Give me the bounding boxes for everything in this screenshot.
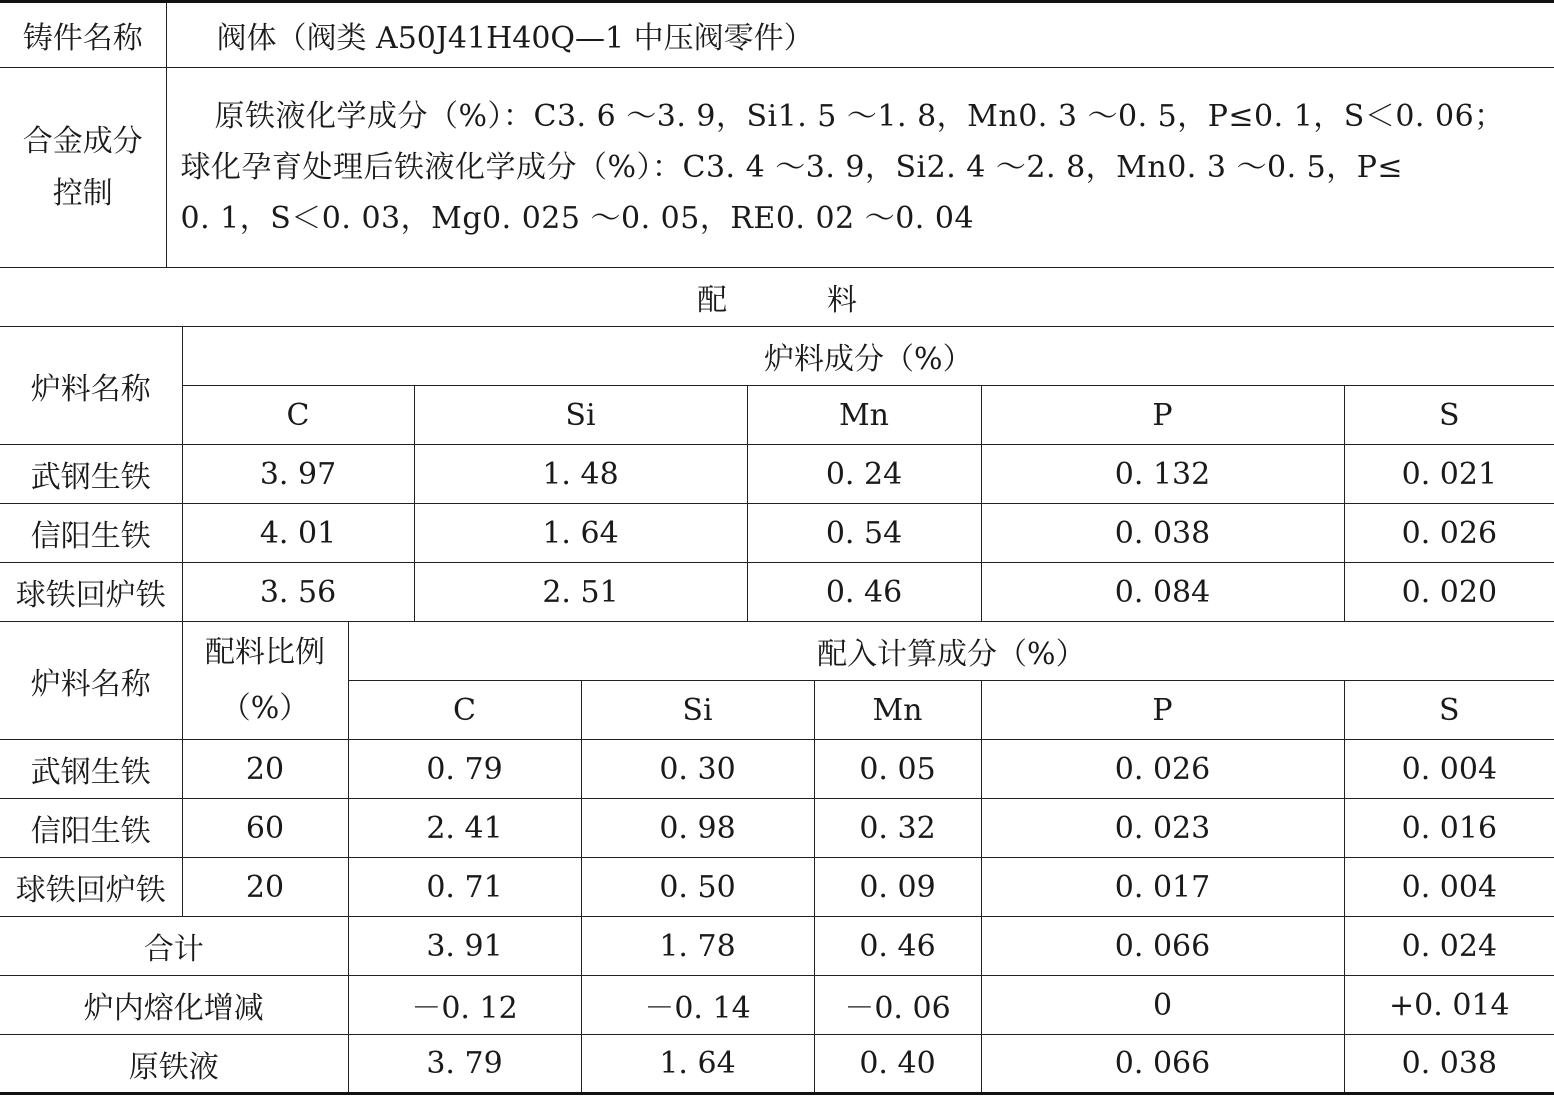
cell-c: 3. 79 (348, 1035, 581, 1094)
calc-ratio-header-line1: 配料比例 (205, 634, 325, 670)
calc-name-header: 炉料名称 (0, 622, 182, 740)
summary-row-melting-change (0, 976, 1554, 1035)
cell-si: 0. 30 (581, 740, 814, 799)
cell-p: 0. 017 (981, 858, 1344, 917)
summary-row-base-iron (0, 1035, 1554, 1094)
cell-s: 0. 004 (1344, 858, 1554, 917)
calc-col-p: P (981, 681, 1344, 740)
casting-value: 阀体（阀类 A50J41H40Q—1 中压阀零件） (166, 2, 1554, 68)
composition-group-header: 炉料成分（%） (182, 327, 1554, 386)
composition-col-mn: Mn (747, 386, 981, 445)
composition-col-p: P (981, 386, 1344, 445)
calc-group-header: 配入计算成分（%） (348, 622, 1554, 681)
alloy-text-line2: 球化孕育处理后铁液化学成分（%）：C3. 4 ～3. 9，Si2. 4 ～2. 8，Mn0. 3 ～0. 5，P≤ (180, 150, 1404, 185)
cell-mn: －0. 06 (814, 976, 981, 1035)
alloy-label-line1: 合金成分 (22, 123, 143, 159)
table-row (0, 563, 1554, 622)
cell-mn: 0. 09 (814, 858, 981, 917)
alloy-row (0, 68, 1554, 268)
summary-name: 合计 (0, 917, 348, 976)
calc-col-s: S (1344, 681, 1554, 740)
cell-c: 3. 56 (182, 563, 414, 622)
cell-s: 0. 004 (1344, 740, 1554, 799)
cell-si: 2. 51 (414, 563, 747, 622)
cell-s: 0. 024 (1344, 917, 1554, 976)
composition-col-si: Si (414, 386, 747, 445)
cell-c: 0. 71 (348, 858, 581, 917)
cell-s: +0. 014 (1344, 976, 1554, 1035)
calc-ratio-header (182, 622, 348, 740)
cell-mn: 0. 05 (814, 740, 981, 799)
calc-col-mn: Mn (814, 681, 981, 740)
cell-mn: 0. 46 (814, 917, 981, 976)
cell-mn: 0. 24 (747, 445, 981, 504)
row-name: 球铁回炉铁 (0, 858, 182, 917)
row-name: 信阳生铁 (0, 504, 182, 563)
row-name: 球铁回炉铁 (0, 563, 182, 622)
cell-c: 3. 97 (182, 445, 414, 504)
summary-name: 原铁液 (0, 1035, 348, 1094)
composition-header-row (0, 327, 1554, 386)
calc-ratio-header-line2: （%） (220, 690, 310, 726)
alloy-label-line2: 控制 (52, 175, 113, 211)
cell-si: －0. 14 (581, 976, 814, 1035)
section-title-row (0, 268, 1554, 327)
row-ratio: 20 (182, 858, 348, 917)
cell-mn: 0. 54 (747, 504, 981, 563)
alloy-text (166, 68, 1554, 268)
cell-c: －0. 12 (348, 976, 581, 1035)
alloy-text-line3: 0. 1，S＜0. 03，Mg0. 025 ～0. 05，RE0. 02 ～0. 04 (180, 201, 975, 236)
composition-name-header: 炉料名称 (0, 327, 182, 445)
row-name: 信阳生铁 (0, 799, 182, 858)
cell-si: 0. 50 (581, 858, 814, 917)
cell-c: 3. 91 (348, 917, 581, 976)
row-ratio: 20 (182, 740, 348, 799)
cell-s: 0. 020 (1344, 563, 1554, 622)
composition-col-c: C (182, 386, 414, 445)
cell-p: 0. 038 (981, 504, 1344, 563)
table-row (0, 445, 1554, 504)
cell-c: 4. 01 (182, 504, 414, 563)
section-title: 配料 (0, 268, 1554, 327)
cell-c: 0. 79 (348, 740, 581, 799)
cell-si: 1. 64 (414, 504, 747, 563)
row-name: 武钢生铁 (0, 445, 182, 504)
summary-row-total (0, 917, 1554, 976)
cell-s: 0. 038 (1344, 1035, 1554, 1094)
cell-s: 0. 016 (1344, 799, 1554, 858)
composition-col-s: S (1344, 386, 1554, 445)
cell-p: 0 (981, 976, 1344, 1035)
cell-p: 0. 066 (981, 917, 1344, 976)
cell-c: 2. 41 (348, 799, 581, 858)
row-name: 武钢生铁 (0, 740, 182, 799)
cell-si: 1. 78 (581, 917, 814, 976)
cell-p: 0. 084 (981, 563, 1344, 622)
cell-s: 0. 021 (1344, 445, 1554, 504)
composition-columns-row (0, 386, 1554, 445)
calc-header-row (0, 622, 1554, 681)
cell-p: 0. 066 (981, 1035, 1344, 1094)
table-row (0, 799, 1554, 858)
table-row (0, 504, 1554, 563)
alloy-label (0, 68, 166, 268)
calc-col-si: Si (581, 681, 814, 740)
cell-si: 1. 48 (414, 445, 747, 504)
cell-p: 0. 023 (981, 799, 1344, 858)
cell-si: 1. 64 (581, 1035, 814, 1094)
alloy-text-line1: 原铁液化学成分（%）：C3. 6 ～3. 9，Si1. 5 ～1. 8，Mn0. 3 ～0. 5，P≤0. 1，S＜0. 06； (214, 99, 1505, 134)
row-ratio: 60 (182, 799, 348, 858)
cell-mn: 0. 40 (814, 1035, 981, 1094)
calc-col-c: C (348, 681, 581, 740)
table-row (0, 740, 1554, 799)
cell-si: 0. 98 (581, 799, 814, 858)
cell-s: 0. 026 (1344, 504, 1554, 563)
cell-p: 0. 026 (981, 740, 1344, 799)
cell-mn: 0. 32 (814, 799, 981, 858)
casting-row (0, 2, 1554, 68)
summary-name: 炉内熔化增减 (0, 976, 348, 1035)
table-row (0, 858, 1554, 917)
cell-p: 0. 132 (981, 445, 1344, 504)
cell-mn: 0. 46 (747, 563, 981, 622)
casting-label: 铸件名称 (0, 2, 166, 68)
